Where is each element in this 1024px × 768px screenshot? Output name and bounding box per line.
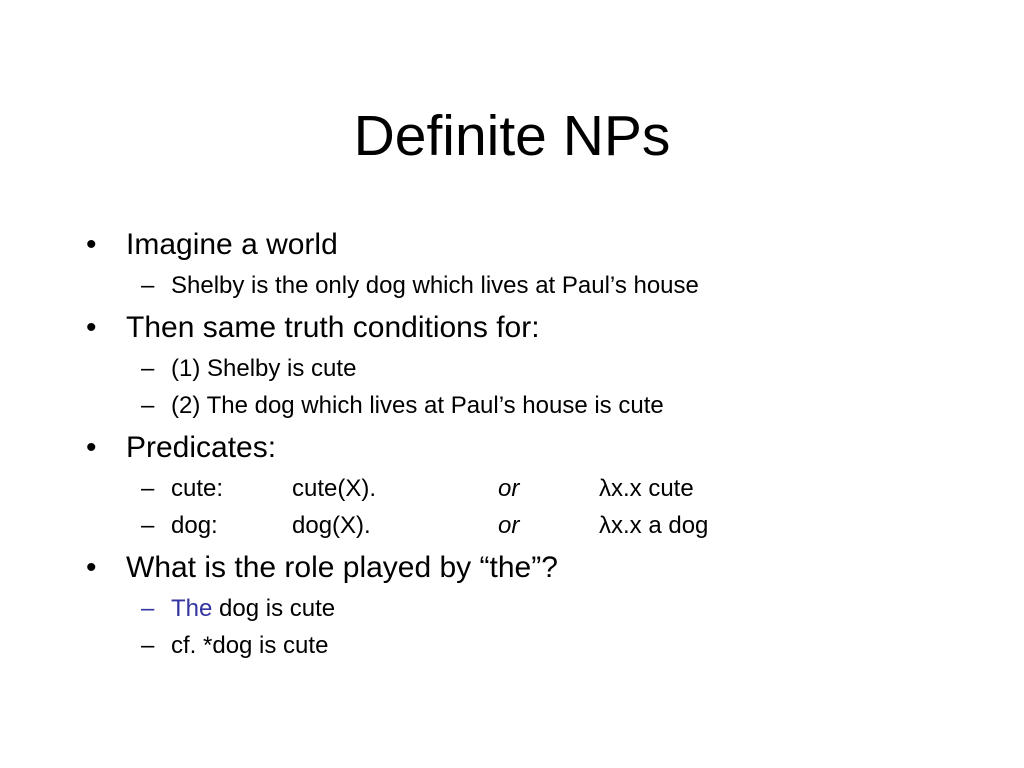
highlight-word: The — [171, 595, 213, 622]
sub-item-text: (2) The dog which lives at Paul’s house is cute — [171, 392, 664, 419]
bullet-glyph: • — [86, 228, 97, 261]
sub-item-text: cf. *dog is cute — [171, 632, 329, 659]
predicate-name: cute: — [171, 475, 224, 502]
bullet-text: What is the role played by “the”? — [126, 551, 558, 584]
bullet-text: Imagine a world — [126, 228, 338, 261]
bullet-glyph: • — [86, 551, 97, 584]
bullet-text: Then same truth conditions for: — [126, 311, 540, 344]
sub-item-rest: dog is cute — [219, 595, 336, 622]
dash-glyph: – — [141, 272, 155, 299]
dash-glyph: – — [141, 512, 155, 539]
dash-glyph: – — [141, 392, 155, 419]
dash-glyph: – — [141, 355, 155, 382]
bullet-text: Predicates: — [126, 431, 277, 464]
sub-item-text: (1) Shelby is cute — [171, 355, 357, 382]
predicate-formula: cute(X). — [292, 475, 377, 502]
dash-glyph: – — [141, 595, 155, 622]
predicate-name: dog: — [171, 512, 218, 539]
predicate-formula: dog(X). — [292, 512, 371, 539]
slide-title: Definite NPs — [353, 104, 671, 168]
predicate-connective: or — [498, 475, 520, 502]
bullet-glyph: • — [86, 431, 97, 464]
predicate-lambda: λx.x a dog — [599, 512, 709, 539]
sub-item-text — [171, 594, 335, 624]
sub-item-text: Shelby is the only dog which lives at Paul’s house — [171, 272, 699, 299]
dash-glyph: – — [141, 632, 155, 659]
predicate-connective: or — [498, 512, 520, 539]
predicate-lambda: λx.x cute — [599, 475, 694, 502]
dash-glyph: – — [141, 475, 155, 502]
bullet-glyph: • — [86, 311, 97, 344]
